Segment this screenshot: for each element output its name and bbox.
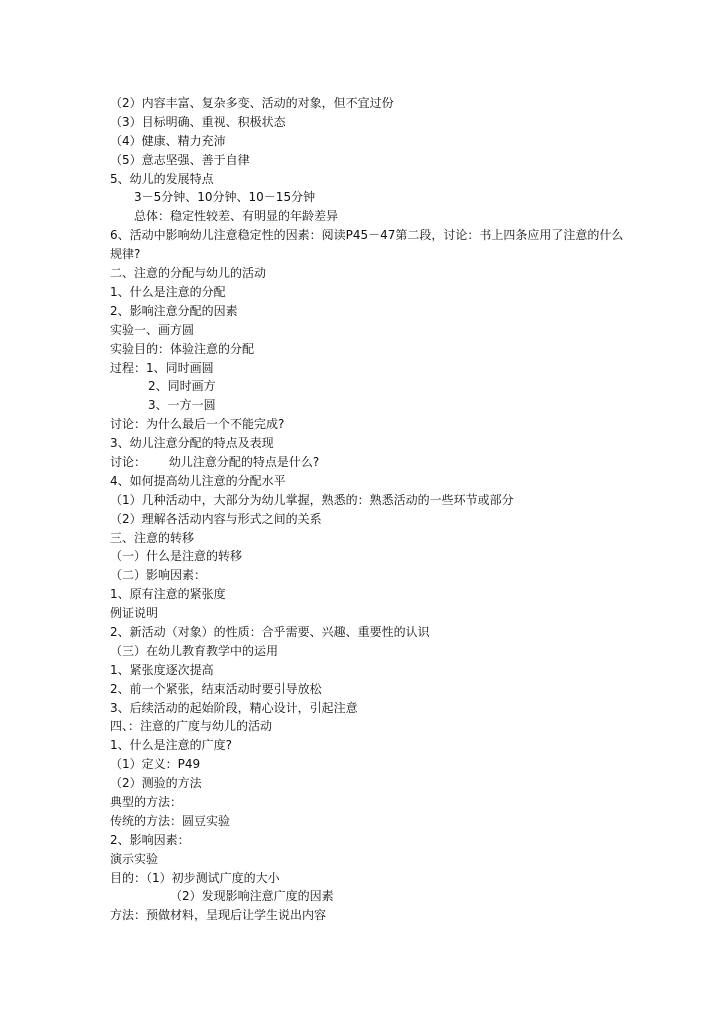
- text-line: 6、活动中影响幼儿注意稳定性的因素：阅读P45－47第二段，讨论：书上四条应用了注意的什么规律?: [110, 228, 624, 262]
- text-line: （1）几种活动中，大部分为幼儿掌握，熟悉的：熟悉活动的一些环节或部分: [110, 492, 514, 507]
- text-line: 1、紧张度逐次提高: [110, 662, 214, 677]
- text-line: （5）意志坚强、善于自律: [110, 152, 250, 167]
- text-line: 典型的方法：: [110, 794, 183, 809]
- document-body: [110, 94, 630, 925]
- text-line: 2、新活动（对象）的性质：合乎需要、兴趣、重要性的认识: [110, 624, 430, 639]
- text-line: 方法：预做材料，呈现后让学生说出内容: [110, 908, 327, 923]
- text-line: （1）定义：P49: [110, 757, 201, 772]
- text-line: （2）理解各活动内容与形式之间的关系: [110, 511, 322, 526]
- text-line: 传统的方法：圆豆实验: [110, 813, 231, 828]
- text-line: 过程：1、同时画圆: [110, 360, 214, 375]
- text-line: 实验一、画方圆: [110, 322, 195, 337]
- text-line: 2、同时画方: [148, 379, 216, 394]
- text-line: （4）健康、精力充沛: [110, 133, 226, 148]
- text-line: 3、幼儿注意分配的特点及表现: [110, 436, 274, 451]
- text-line: 例证说明: [110, 606, 159, 621]
- text-line: 4、如何提高幼儿注意的分配水平: [110, 473, 286, 488]
- text-line: 目的：（1）初步测试广度的大小: [110, 870, 280, 885]
- text-line: 2、影响因素：: [110, 832, 190, 847]
- text-line: （2）测验的方法: [110, 776, 202, 791]
- text-line: 四、：注意的广度与幼儿的活动: [110, 719, 273, 734]
- text-line: （2）发现影响注意广度的因素: [170, 889, 334, 904]
- text-line: 5、幼儿的发展特点: [110, 171, 214, 186]
- text-line: 2、影响注意分配的因素: [110, 303, 238, 318]
- text-line: （3）目标明确、重视、积极状态: [110, 114, 286, 129]
- text-line: （三）在幼儿教育教学中的运用: [110, 643, 279, 658]
- text-line: 1、原有注意的紧张度: [110, 587, 226, 602]
- text-line: 3－5分钟、10分钟、10－15分钟: [134, 190, 316, 205]
- text-line: 实验目的：体验注意的分配: [110, 341, 255, 356]
- text-line: 二、注意的分配与幼儿的活动: [110, 266, 267, 281]
- text-line: 讨论： 幼儿注意分配的特点是什么?: [110, 454, 320, 469]
- text-line: 总体：稳定性较差、有明显的年龄差异: [134, 209, 339, 224]
- text-line: 三、注意的转移: [110, 530, 195, 545]
- text-line: （二）影响因素：: [110, 568, 207, 583]
- text-line: 1、什么是注意的广度?: [110, 738, 233, 753]
- text-line: 1、什么是注意的分配: [110, 284, 226, 299]
- text-line: 2、前一个紧张，结束活动时要引导放松: [110, 681, 322, 696]
- text-line: 讨论：为什么最后一个不能完成?: [110, 417, 285, 432]
- text-line: 演示实验: [110, 851, 159, 866]
- text-line: （一）什么是注意的转移: [110, 549, 243, 564]
- text-line: （2）内容丰富、复杂多变、活动的对象，但不宜过份: [110, 96, 394, 110]
- text-line: 3、一方一圆: [148, 398, 216, 413]
- text-line: 3、后续活动的起始阶段，精心设计，引起注意: [110, 700, 358, 715]
